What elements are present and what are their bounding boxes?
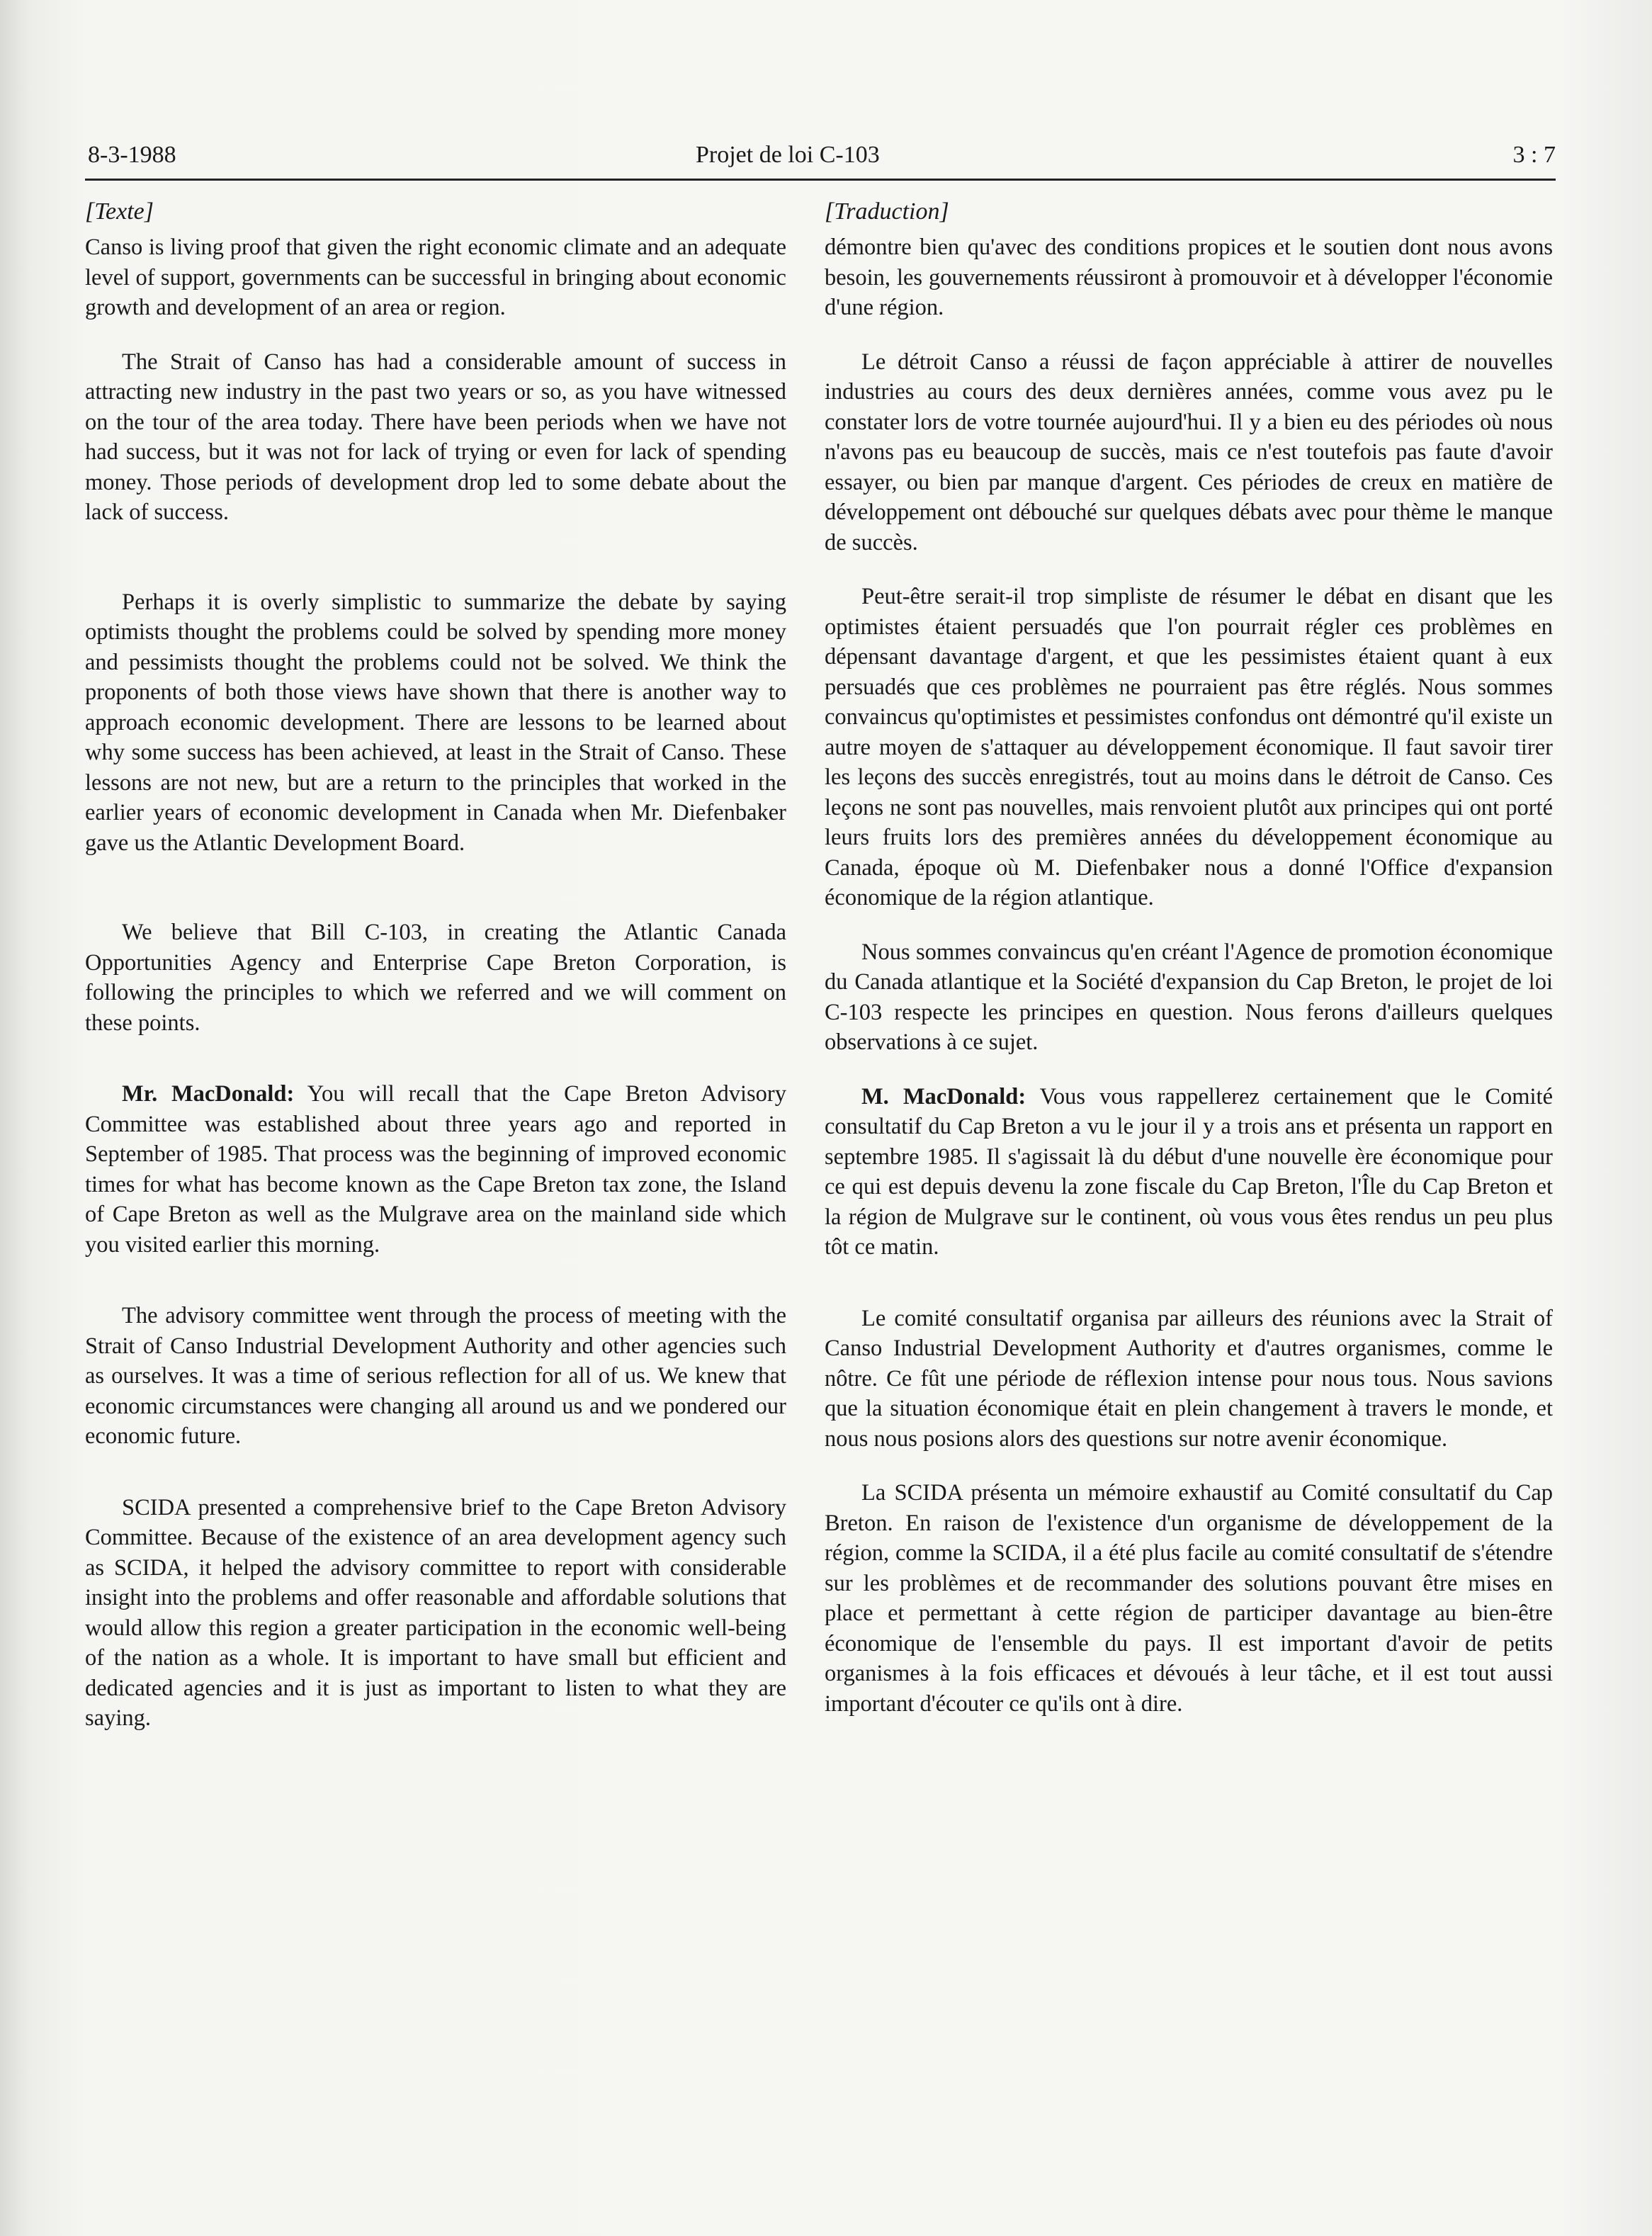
paragraph: Peut-être serait-il trop simpliste de résumer le débat en disant que les optimistes étaient persuadés que l'on pourrait régler ces problèmes en dépensant davantage d'argent, et que les pessimistes étaient quant à eux persuadés que ces problèmes ne pourraient pas être réglés. Nous sommes convaincus qu'optimistes et pessimistes confondus ont démontré qu'il existe un autre moyen de s'attaquer au développement économique. Il faut savoir tirer les leçons des succès enregistrés, tout au moins dans le détroit de Canso. Ces leçons ne sont pas nouvelles, mais renvoient plutôt aux principes qui ont porté leurs fruits lors des premières années du développement économique au Canada, époque où M. Diefenbaker nous a donné l'Office d'expansion économique de la région atlantique. xyxy=(825,584,1553,910)
english-column xyxy=(85,197,786,1734)
speaker-paragraph xyxy=(825,1082,1553,1263)
paragraph: We believe that Bill C-103, in creating the Atlantic Canada Opportunities Agency and Enterprise Cape Breton Corporation, is following the principles to which we referred and we will comment on these points. xyxy=(85,920,786,1036)
section-label-texte: [Texte] xyxy=(85,198,154,225)
paragraph: La SCIDA présenta un mémoire exhaustif au Comité consultatif du Cap Breton. En raison de l'existence d'un organisme de développement de la région, comme la SCIDA, il a été plus facile au comité consultatif de s'étendre sur les problèmes et de recommander des solutions pouvant être mises en place et permettant à cette région de participer davantage au bien-être économique de l'ensemble du pays. Il est important d'avoir de petits organismes à la fois efficaces et dévoués à leur tâche, et il est tout aussi important d'écouter ce qu'ils ont à dire. xyxy=(825,1480,1553,1717)
paragraph: Le comité consultatif organisa par ailleurs des réunions avec la Strait of Canso Industrial Development Authority et d'autres organismes, comme le nôtre. Ce fût une période de réflexion intense pour nous tous. Nous savions que la situation économique était en plein changement à travers le monde, et nous nous posions alors des questions sur notre avenir économique. xyxy=(825,1305,1553,1452)
header-page-number: 3 : 7 xyxy=(1512,142,1556,168)
running-header xyxy=(85,136,1556,180)
paragraph: démontre bien qu'avec des conditions propices et le soutien dont nous avons besoin, les gouvernements réussiront à promouvoir et à développer l'économie d'une région. xyxy=(825,235,1553,320)
paragraph: Nous sommes convaincus qu'en créant l'Agence de promotion économique du Canada atlantique et la Société d'expansion du Cap Breton, le projet de loi C-103 respecte les principes en question. Nous ferons d'ailleurs quelques observations à ce sujet. xyxy=(825,939,1553,1055)
paragraph-text: Vous vous rappellerez certainement que le Comité consultatif du Cap Breton a vu le jour il y a trois ans et présenta un rapport en septembre 1985. Il s'agissait là du début d'une nouvelle ère économique pour ce qui est depuis devenu la zone fiscale du Cap Breton, l'Île du Cap Breton et la région de Mulgrave sur le continent, où vous vous êtes rendus un peu plus tôt ce matin. xyxy=(825,1083,1554,1260)
paragraph: Canso is living proof that given the right economic climate and an adequate level of support, governments can be successful in bringing about economic growth and development of an area or region. xyxy=(85,235,786,320)
paragraph: Le détroit Canso a réussi de façon appréciable à attirer de nouvelles industries au cours des deux dernières années, comme vous avez pu le constater lors de votre tournée aujourd'hui. Il y a bien eu des périodes où nous n'avons pas eu beaucoup de succès, mais ce n'est toutefois pas faute d'avoir essayer, ou bien par manque d'argent. Ces périodes de creux en matière de développement ont débouché sur quelques débats avec pour thème le manque de succès. xyxy=(825,349,1553,555)
french-column xyxy=(825,197,1553,1719)
header-title: Projet de loi C-103 xyxy=(696,142,880,168)
speaker-name: M. MacDonald: xyxy=(861,1083,1026,1109)
speaker-name: Mr. MacDonald: xyxy=(122,1081,295,1107)
header-date: 8-3-1988 xyxy=(88,142,176,168)
section-label-traduction: [Traduction] xyxy=(825,198,949,225)
paragraph: The advisory committee went through the process of meeting with the Strait of Canso Industrial Development Authority and other agencies such as ourselves. It was a time of serious reflection for all of us. We knew that economic circumstances were changing all around us and we pondered our economic future. xyxy=(85,1303,786,1449)
paragraph: The Strait of Canso has had a considerable amount of success in attracting new industry in the past two years or so, as you have witnessed on the tour of the area today. There have been periods when we have not had success, but it was not for lack of trying or even for lack of spending money. Those periods of development drop led to some debate about the lack of success. xyxy=(85,349,786,525)
paragraph-text: You will recall that the Cape Breton Advisory Committee was established about three years ago and reported in September of 1985. That process was the beginning of improved economic times for what has become known as the Cape Breton tax zone, the Island of Cape Breton as well as the Mulgrave area on the mainland side which you visited earlier this morning. xyxy=(85,1081,786,1258)
paragraph: SCIDA presented a comprehensive brief to the Cape Breton Advisory Committee. Because of the existence of an area development agency such as SCIDA, it helped the advisory committee to report with considerable insight into the problems and offer reasonable and affordable solutions that would allow this region a greater participation in the economic well-being of the nation as a whole. It is important to have small but efficient and dedicated agencies and it is just as important to listen to what they are saying. xyxy=(85,1494,786,1731)
speaker-paragraph xyxy=(85,1079,786,1260)
paragraph: Perhaps it is overly simplistic to summarize the debate by saying optimists thought the problems could be solved by spending more money and pessimists thought the problems could not be solved. We think the proponents of both those views have shown that there is another way to approach economic development. There are lessons to be learned about why some success has been achieved, at least in the Strait of Canso. These lessons are not new, but are a return to the principles that worked in the earlier years of economic development in Canada when Mr. Diefenbaker gave us the Atlantic Development Board. xyxy=(85,589,786,856)
header-rule xyxy=(85,179,1556,181)
